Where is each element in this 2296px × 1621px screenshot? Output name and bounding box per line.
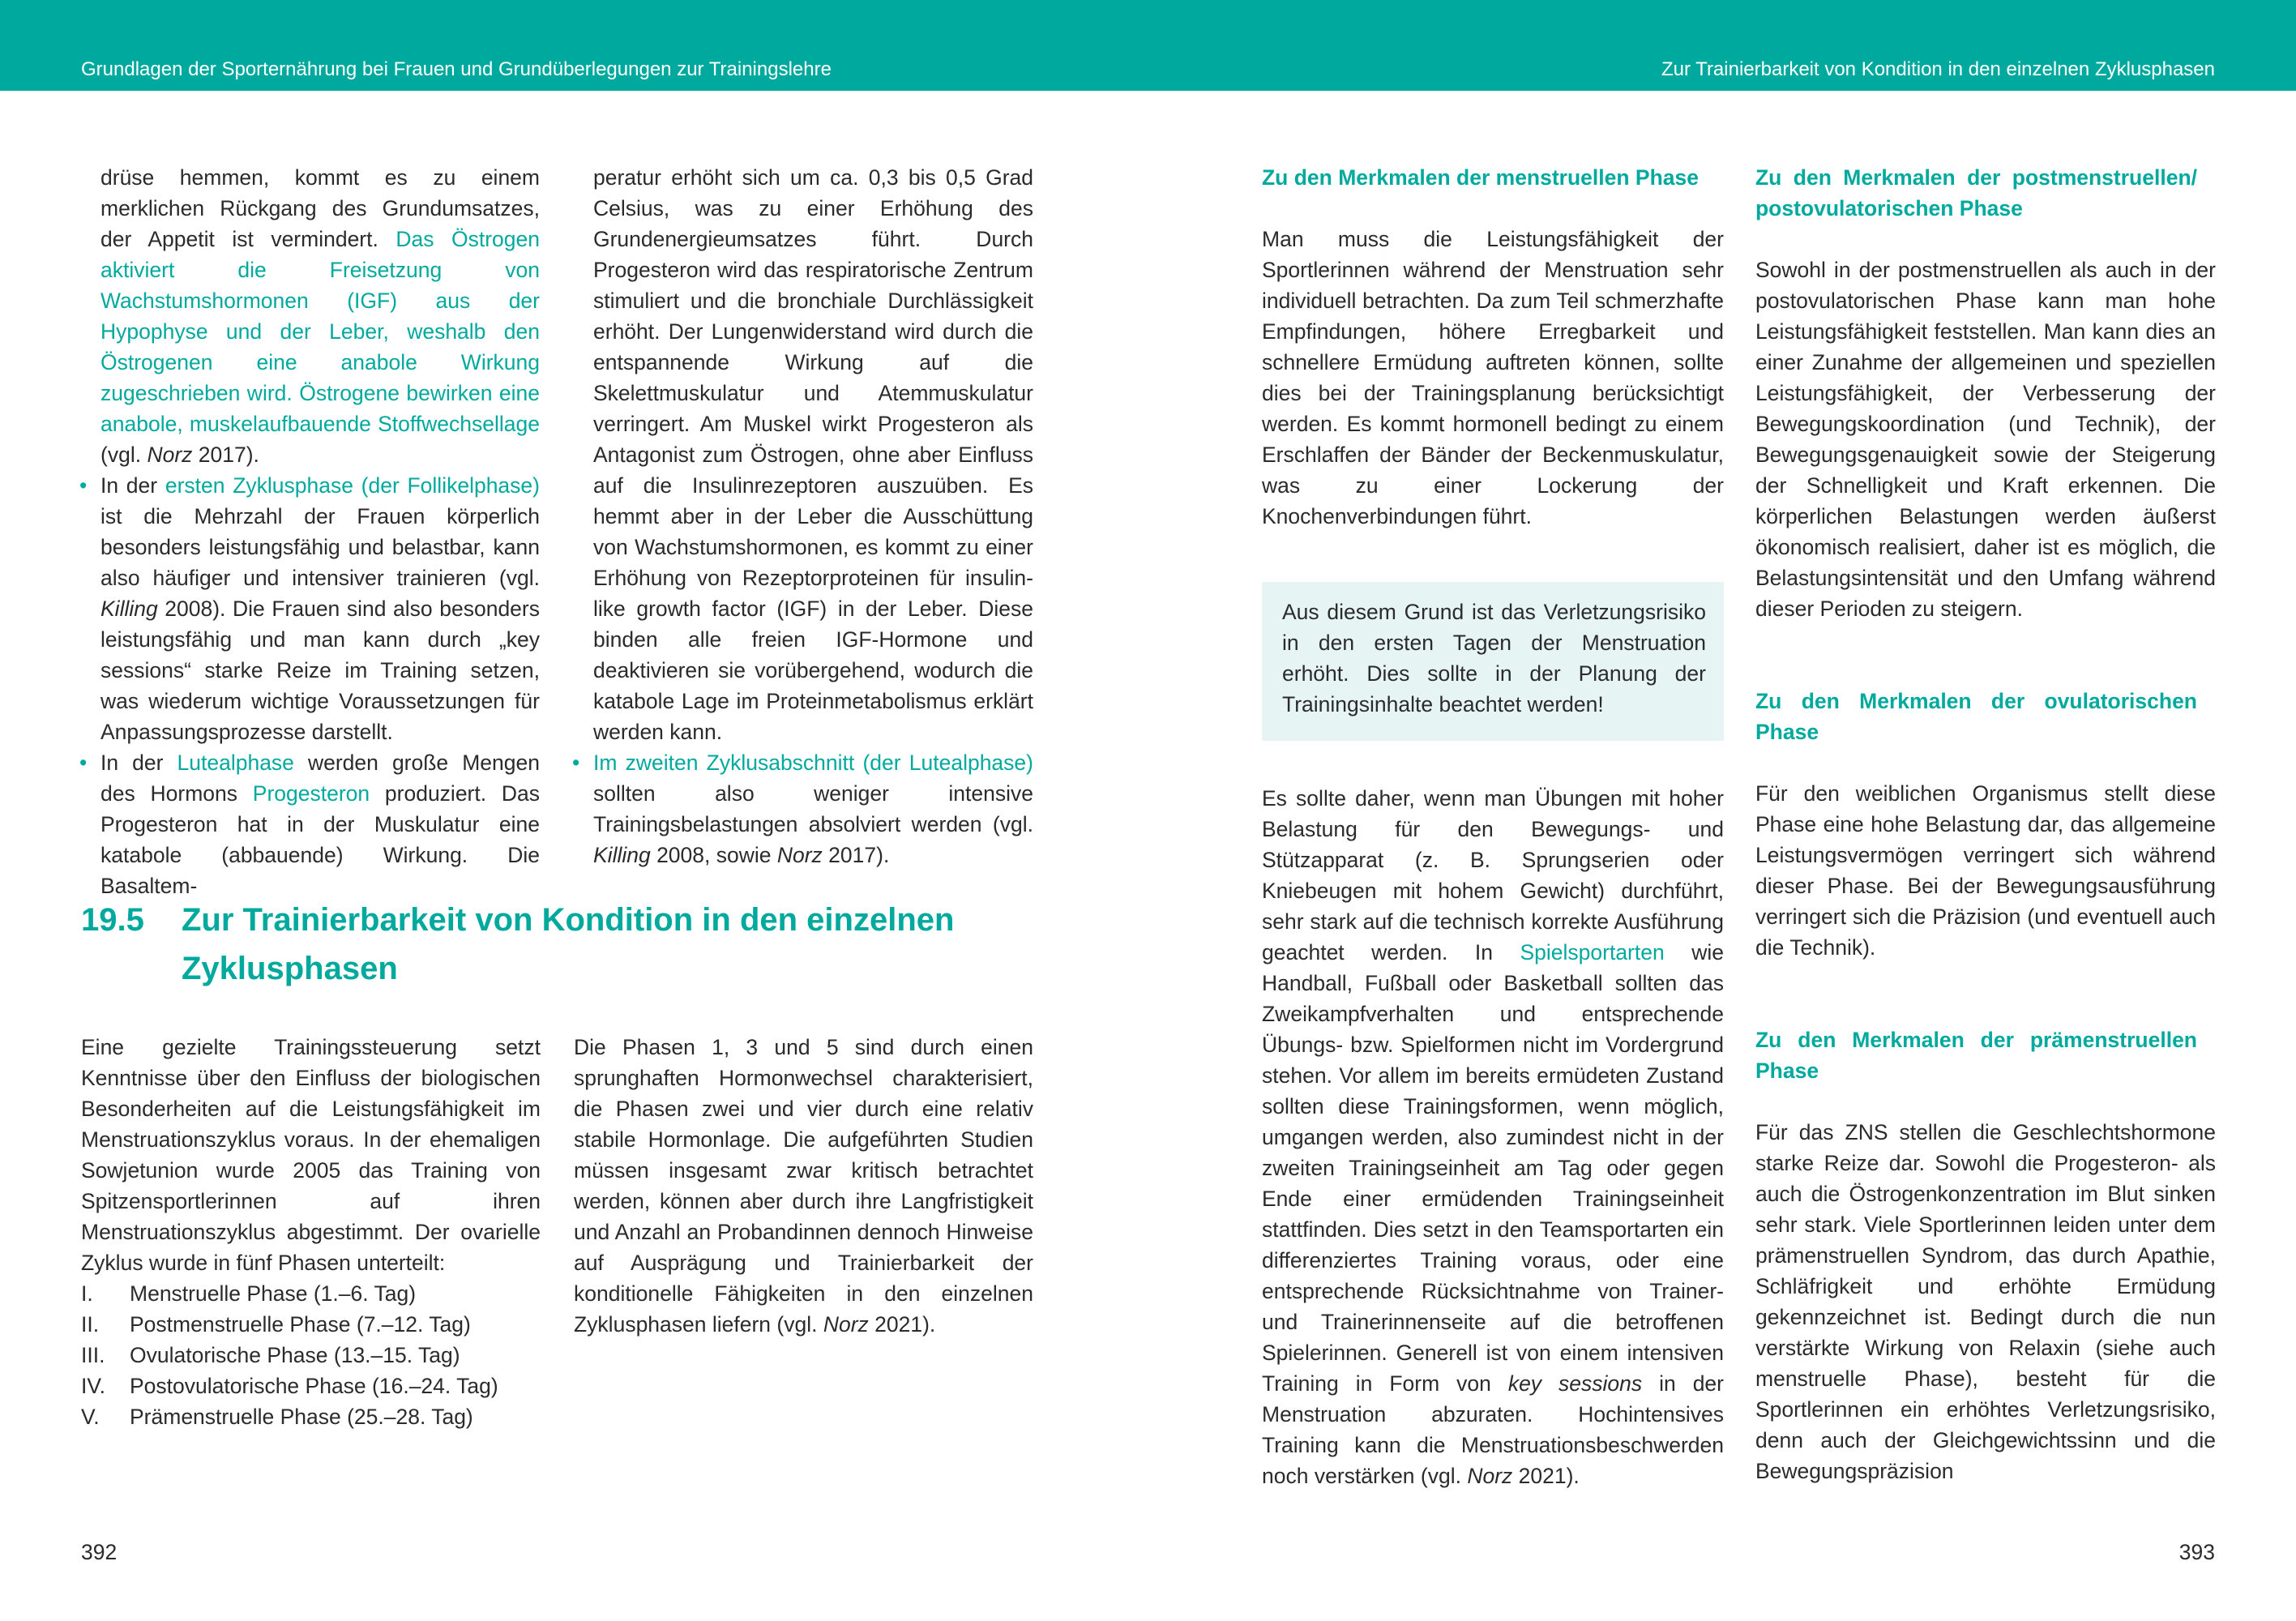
paragraph: drüse hemmen, kommt es zu einem merklichen Rückgang des Grundumsatzes, der Appetit ist vermindert. Das Östrogen aktiviert die Freisetzung von Wachstumshormonen (IGF) aus der Hypophyse und der Leber, weshalb den Östrogenen eine anabole Wirkung zugeschrieben wird. Östrogene bewirken eine anabole, muskelaufbauende Stoffwechsellage (vgl. Norz 2017). — [100, 165, 540, 467]
phase-list-item — [81, 1309, 541, 1340]
section-title: Zur Trainierbarkeit von Kondition in den einzelnen Zyklusphasen — [182, 902, 955, 986]
phase-number: IV. — [81, 1374, 105, 1398]
subheading-premenstrual-phase: Zu den Merkmalen der prämenstruellen Phase — [1755, 1028, 2197, 1083]
phase-number: I. — [81, 1281, 93, 1306]
phase-number: III. — [81, 1343, 105, 1367]
phase-list-item — [81, 1340, 541, 1371]
list-item: • In der ersten Zyklusphase (der Follikelphase) ist die Mehrzahl der Frauen körperlich besonders leistungsfähig und belastbar, kann also häufiger und intensiver trainieren (vgl. Killing 2008). Die Frauen sind also besonders leistungsfähig und man kann durch „key sessions“ starke Reize im Training setzen, was wiederum wichtige Voraussetzungen für Anpassungsprozesse darstellt. — [79, 470, 540, 747]
left-page-column-1 — [79, 162, 540, 901]
right-page-column-2 — [1755, 162, 2216, 1486]
phase-list-item — [81, 1278, 541, 1309]
page-number-left: 392 — [81, 1540, 118, 1564]
subheading-postmenstrual-phase: Zu den Merkmalen der postmenstruellen/ postovulatorischen Phase — [1755, 165, 2197, 220]
right-page-column-1 — [1262, 162, 1724, 532]
phase-label: Prämenstruelle Phase (25.–28. Tag) — [130, 1405, 473, 1429]
phase-list — [81, 1278, 541, 1432]
left-page-column-2 — [572, 162, 1033, 870]
paragraph: Eine gezielte Trainingssteuerung setzt Kenntnisse über den Einfluss der biologischen Besonderheiten auf die Leistungsfähigkeit im Menstruationszyklus voraus. In der ehemaligen Sowjetunion wurde 2005 das Training von Spitzensportlerinnen auf ihren Menstruationszyklus abgestimmt. Der ovarielle Zyklus wurde in fünf Phasen unterteilt: — [81, 1035, 541, 1275]
bullet-list — [572, 747, 1033, 870]
phase-number: II. — [81, 1312, 100, 1337]
page-number-right: 393 — [2178, 1540, 2215, 1564]
bullet-icon: • — [79, 473, 88, 498]
paragraph: Man muss die Leistungsfähigkeit der Sportlerinnen während der Menstruation sehr individuell betrachten. Da zum Teil schmerzhafte Empfindungen, höhere Erregbarkeit und schnellere Ermüdung auftreten können, sollte dies bei der Trainingsplanung berücksichtigt werden. Es kommt hormonell bedingt zu einem Erschlaffen der Bänder der Beckenmuskulatur, was zu einer Lockerung der Knochenverbindungen führt. — [1262, 227, 1724, 528]
phase-label: Postmenstruelle Phase (7.–12. Tag) — [130, 1312, 471, 1337]
paragraph: Für das ZNS stellen die Geschlechtshormone starke Reize dar. Sowohl die Progesteron- als auch die Östrogenkonzentration im Blut sinken sehr stark. Viele Sportlerinnen leiden unter dem prämenstruellen Syndrom, das durch Apathie, Schläfrigkeit und erhöhte Ermüdung gekennzeichnet ist. Bedingt durch die nun verstärkte Wirkung von Relaxin (siehe auch menstruelle Phase), besteht für die Sportlerinnen ein erhöhtes Verletzungsrisiko, denn auch der Gleichgewichtssinn und die Bewegungspräzision — [1755, 1120, 2216, 1483]
phase-label: Ovulatorische Phase (13.–15. Tag) — [130, 1343, 460, 1367]
left-page-column-3 — [81, 1032, 541, 1432]
running-header — [0, 0, 2296, 91]
right-page-column-1-continued — [1262, 783, 1724, 1491]
list-item: • Im zweiten Zyklusabschnitt (der Lutealphase) sollten also weniger intensive Trainingsbelastungen absolviert werden (vgl. Killing 2008, sowie Norz 2017). — [572, 747, 1033, 870]
section-heading — [81, 896, 1037, 993]
paragraph: Sowohl in der postmenstruellen als auch in der postovulatorischen Phase kann man hohe Leistungsfähigkeit feststellen. Man kann dies an einer Zunahme der allgemeinen und speziellen Leistungsfähigkeit, der Verbesserung der Bewegungskoordination (und Technik), der Bewegungsgenauigkeit sowie der Steigerung der Schnelligkeit und Kraft erkennen. Die körperlichen Belastungen werden äußerst ökonomisch realisiert, daher ist es möglich, die Belastungsintensität und den Umfang während dieser Perioden zu steigern. — [1755, 258, 2216, 621]
phase-list-item — [81, 1371, 541, 1401]
left-page-column-4 — [574, 1032, 1033, 1340]
paragraph: Für den weiblichen Organismus stellt diese Phase eine hohe Belastung dar, das allgemeine Leistungsvermögen verringert sich während dieser Phase. Bei der Bewegungsausführung verringert sich die Präzision (und eventuell auch die Technik). — [1755, 781, 2216, 960]
callout-text: Aus diesem Grund ist das Verletzungsrisiko in den ersten Tagen der Menstruation erhöht. Dies sollte in der Planung der Trainingsinhalte beachtet werden! — [1282, 600, 1706, 716]
subheading-ovulatory-phase: Zu den Merkmalen der ovulatorischen Phase — [1755, 689, 2197, 744]
header-left-title: Grundlagen der Sporternährung bei Frauen und Grundüberlegungen zur Trainingslehre — [81, 58, 832, 80]
paragraph: Die Phasen 1, 3 und 5 sind durch einen sprunghaften Hormonwechsel charakterisiert, die Phasen zwei und vier durch eine relativ stabile Hormonlage. Die aufgeführten Studien müssen insgesamt zwar kritisch betrachtet werden, können aber durch ihre Langfristigkeit und Anzahl an Probandinnen dennoch Hinweise auf Ausprägung und Trainierbarkeit der konditionelle Fähigkeiten in den einzelnen Zyklusphasen liefern (vgl. Norz 2021). — [574, 1035, 1033, 1337]
list-item: • In der Lutealphase werden große Mengen des Hormons Progesteron produziert. Das Progesteron hat in der Muskulatur eine katabole (abbauende) Wirkung. Die Basaltem- — [79, 747, 540, 901]
paragraph: Es sollte daher, wenn man Übungen mit hoher Belastung für den Bewegungs- und Stützapparat (z. B. Sprungserien oder Kniebeugen mit hohem Gewicht) durchführt, sehr stark auf die technisch korrekte Ausführung geachtet werden. In Spielsportarten wie Handball, Fußball oder Basketball sollten das Zweikampfverhalten und entsprechende Übungs- bzw. Spielformen nicht im Vordergrund stehen. Vor allem im bereits ermüdeten Zustand sollten diese Trainingsformen, wenn möglich, umgangen werden, also zumindest nicht in der zweiten Trainingseinheit am Tag oder gegen Ende einer ermüdenden Trainingseinheit stattfinden. Dies setzt in den Teamsportarten ein differenziertes Training voraus, oder eine entsprechende Rücksichtnahme von Trainer- und Trainerinnenseite auf die betroffenen Spielerinnen. Generell ist von einem intensiven Training in Form von key sessions in der Menstruation abzuraten. Hochintensives Training kann die Menstruationsbeschwerden noch verstärken (vgl. Norz 2021). — [1262, 786, 1724, 1488]
bullet-icon: • — [79, 751, 88, 775]
subheading-menstrual-phase: Zu den Merkmalen der menstruellen Phase — [1262, 165, 1700, 190]
bullet-icon: • — [572, 751, 580, 775]
callout-box — [1262, 582, 1724, 741]
highlight-text: Das Östrogen aktiviert die Freisetzung von Wachstumshormonen (IGF) aus der Hypophyse und der Leber, weshalb den Östrogenen eine anabole Wirkung zugeschrieben wird. Östrogene bewirken eine anabole, muskelaufbauende Stoffwechsellage — [100, 227, 540, 436]
phase-list-item — [81, 1401, 541, 1432]
bullet-list — [79, 470, 540, 901]
paragraph: peratur erhöht sich um ca. 0,3 bis 0,5 Grad Celsius, was zu einer Erhöhung des Grundenergieumsatzes führt. Durch Progesteron wird das respiratorische Zentrum stimuliert und die bronchiale Durchlässigkeit erhöht. Der Lungenwiderstand wird durch die entspannende Wirkung auf die Skelettmuskulatur und Atemmuskulatur verringert. Am Muskel wirkt Progesteron als Antagonist zum Östrogen, ohne aber Einfluss auf die Insulinrezeptoren auszuüben. Es hemmt aber in der Leber die Ausschüttung von Wachstumshormonen, es kommt zu einer Erhöhung von Rezeptorproteinen für insulin-like growth factor (IGF) in der Leber. Diese binden alle freien IGF-Hormone und deaktivieren sie vorübergehend, wodurch die katabole Lage im Proteinmetabolismus erklärt werden kann. — [593, 165, 1033, 744]
phase-number: V. — [81, 1405, 100, 1429]
phase-label: Menstruelle Phase (1.–6. Tag) — [130, 1281, 417, 1306]
phase-label: Postovulatorische Phase (16.–24. Tag) — [130, 1374, 498, 1398]
section-number: 19.5 — [81, 902, 144, 938]
header-right-title: Zur Trainierbarkeit von Kondition in den einzelnen Zyklusphasen — [1661, 58, 2215, 80]
